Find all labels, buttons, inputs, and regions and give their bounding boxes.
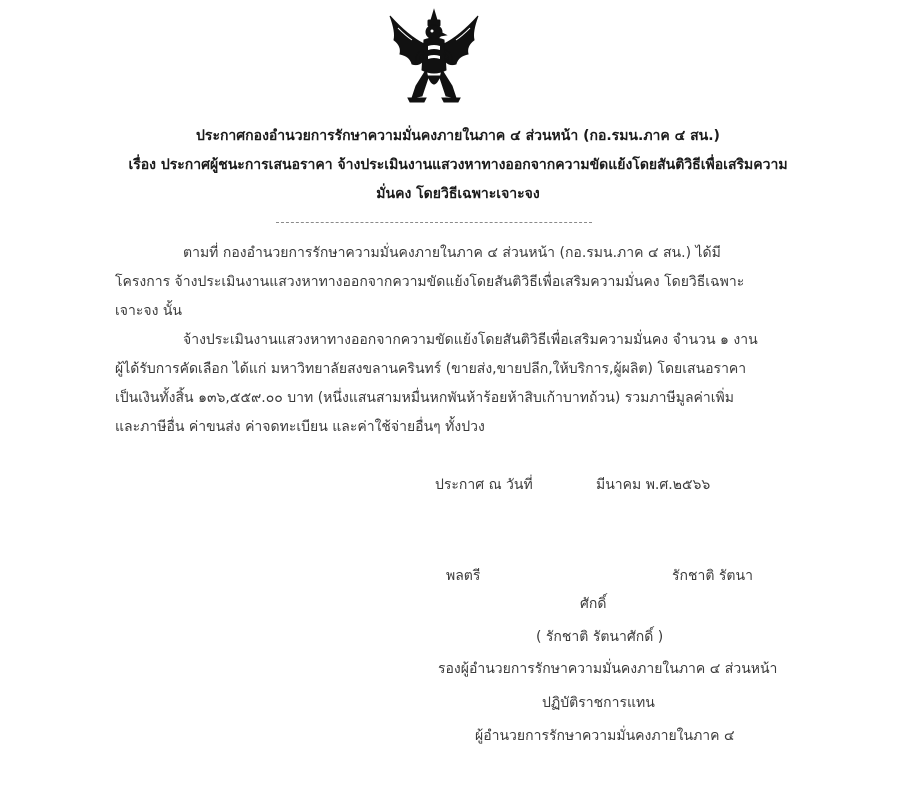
- garuda-emblem-icon: [382, 6, 486, 110]
- date-value: มีนาคม พ.ศ.๒๕๖๖: [596, 477, 711, 493]
- signature-full-name: ( รักชาติ รัตนาศักดิ์ ): [536, 629, 664, 645]
- date-label: ประกาศ ณ วันที่: [435, 477, 533, 493]
- paragraph-2-line-2: ผู้ได้รับการคัดเลือก ได้แก่ มหาวิทยาลัยสงขลานครินทร์ (ขายส่ง,ขายปลีก,ให้บริการ,ผู้ผลิต) โดยเสนอราคา: [115, 361, 747, 377]
- subject-line-1: เรื่อง ประกาศผู้ชนะการเสนอราคา จ้างประเมินงานแสวงหาทางออกจากความขัดแย้งโดยสันติวิธีเพื่อเสริมความ: [128, 157, 788, 173]
- signature-rank: พลตรี: [446, 568, 481, 584]
- signature-position-2: ปฏิบัติราชการแทน: [542, 695, 655, 711]
- paragraph-2-line-3: เป็นเงินทั้งสิ้น ๑๓๖,๕๕๙.๐๐ บาท (หนึ่งแสนสามหมื่นหกพันห้าร้อยห้าสิบเก้าบาทถ้วน) รวมภาษีมูลค่าเพิ่ม: [115, 390, 734, 406]
- subject-line-2: มั่นคง โดยวิธีเฉพาะเจาะจง: [376, 186, 540, 202]
- signature-name-part-2: ศักดิ์: [580, 596, 607, 612]
- signature-name-part-1: รักชาติ รัตนา: [672, 568, 753, 584]
- signature-position-1: รองผู้อำนวยการรักษาความมั่นคงภายในภาค ๔ ส่วนหน้า: [438, 661, 778, 677]
- header-divider: [276, 222, 592, 223]
- paragraph-2-line-4: และภาษีอื่น ค่าขนส่ง ค่าจดทะเบียน และค่าใช้จ่ายอื่นๆ ทั้งปวง: [115, 419, 485, 435]
- paragraph-1-line-1: ตามที่ กองอำนวยการรักษาความมั่นคงภายในภาค ๔ ส่วนหน้า (กอ.รมน.ภาค ๔ สน.) ได้มี: [183, 245, 721, 261]
- document-title: ประกาศกองอำนวยการรักษาความมั่นคงภายในภาค ๔ ส่วนหน้า (กอ.รมน.ภาค ๔ สน.): [196, 128, 720, 144]
- paragraph-1-line-2: โครงการ จ้างประเมินงานแสวงหาทางออกจากความขัดแย้งโดยสันติวิธีเพื่อเสริมความมั่นคง โดยวิธีเฉพาะ: [115, 274, 745, 290]
- signature-position-3: ผู้อำนวยการรักษาความมั่นคงภายในภาค ๔: [475, 728, 735, 744]
- paragraph-1-line-3: เจาะจง นั้น: [115, 303, 182, 319]
- paragraph-2-line-1: จ้างประเมินงานแสวงหาทางออกจากความขัดแย้งโดยสันติวิธีเพื่อเสริมความมั่นคง จำนวน ๑ งาน: [183, 332, 758, 348]
